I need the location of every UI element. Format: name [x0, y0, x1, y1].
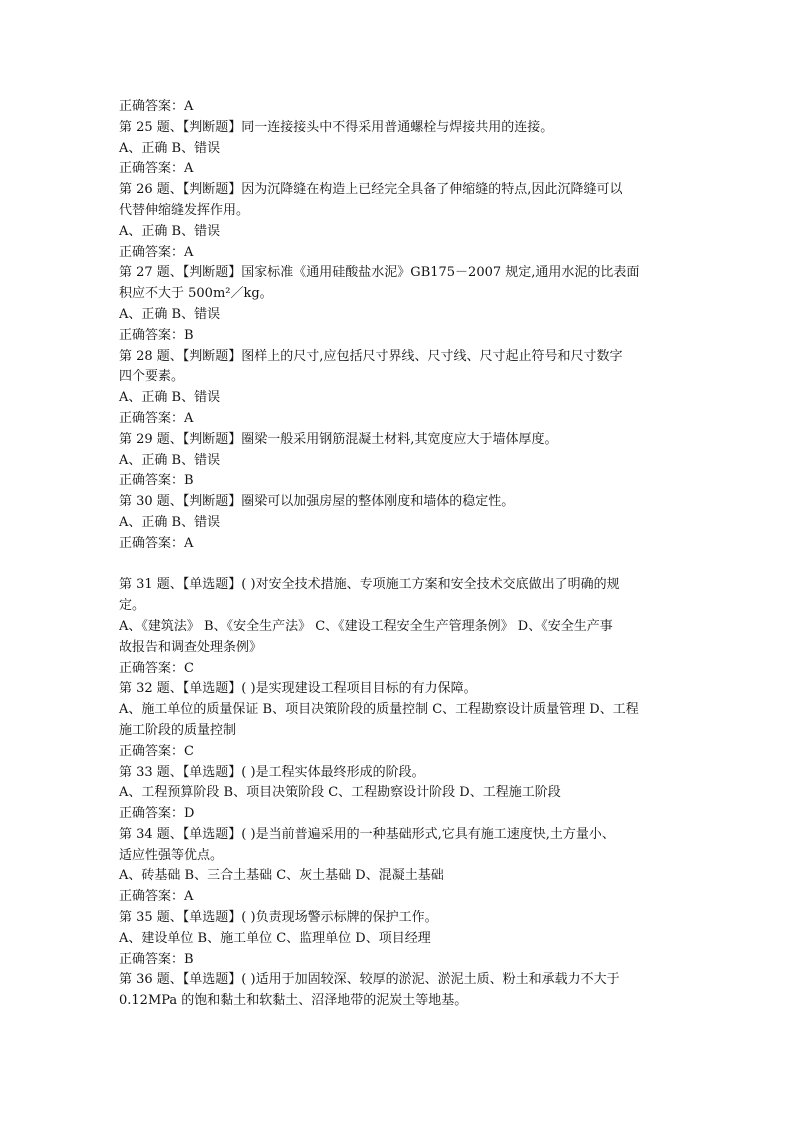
- options-line: A、砖基础 B、三合土基础 C、灰土基础 D、混凝土基础: [119, 868, 444, 884]
- answer-line: 正确答案：C: [119, 743, 194, 759]
- answer-line: 正确答案：A: [119, 889, 194, 905]
- question-29: 第 29 题、【判断题】圈梁一般采用钢筋混凝土材料,其宽度应大于墙体厚度。: [119, 431, 558, 447]
- answer-line: 正确答案：B: [119, 473, 194, 489]
- answer-line: 正确答案：A: [119, 161, 194, 177]
- question-28: 第 28 题、【判断题】图样上的尺寸,应包括尺寸界线、尺寸线、尺寸起止符号和尺寸数字: [119, 348, 623, 364]
- question-36-continued: 0.12MPa 的饱和黏土和软黏土、沼泽地带的泥炭土等地基。: [119, 993, 468, 1009]
- options-line: A、《建筑法》 B、《安全生产法》 C、《建设工程安全生产管理条例》 D、《安全生产事: [119, 618, 613, 634]
- question-34: 第 34 题、【单选题】( )是当前普遍采用的一种基础形式,它具有施工速度快,土方量小、: [119, 826, 615, 842]
- options-line-continued: 施工阶段的质量控制: [119, 722, 237, 738]
- question-31-continued: 定。: [119, 598, 146, 614]
- question-27: 第 27 题、【判断题】国家标准《通用硅酸盐水泥》GB175－2007 规定,通用水泥的比表面: [119, 265, 640, 281]
- answer-line: 正确答案：B: [119, 951, 194, 967]
- options-line-continued: 故报告和调查处理条例》: [119, 639, 263, 655]
- blank-line: [119, 555, 679, 576]
- question-35: 第 35 题、【单选题】( )负责现场警示标牌的保护工作。: [119, 910, 438, 926]
- options-line: A、正确 B、错误: [119, 514, 221, 530]
- options-line: A、建设单位 B、施工单位 C、监理单位 D、项目经理: [119, 930, 431, 946]
- options-line: A、正确 B、错误: [119, 306, 221, 322]
- question-33: 第 33 题、【单选题】( )是工程实体最终形成的阶段。: [119, 764, 425, 780]
- answer-line: 正确答案：A: [119, 535, 194, 551]
- options-line: A、正确 B、错误: [119, 390, 221, 406]
- question-26-continued: 代替伸缩缝发挥作用。: [119, 202, 250, 218]
- options-line: A、正确 B、错误: [119, 223, 221, 239]
- question-28-continued: 四个要素。: [119, 369, 185, 385]
- answer-line: 正确答案：B: [119, 327, 194, 343]
- question-32: 第 32 题、【单选题】( )是实现建设工程项目目标的有力保障。: [119, 681, 477, 697]
- options-line: A、正确 B、错误: [119, 452, 221, 468]
- question-31: 第 31 题、【单选题】( )对安全技术措施、专项施工方案和安全技术交底做出了明确的规: [119, 577, 620, 593]
- options-line: A、工程预算阶段 B、项目决策阶段 C、工程勘察设计阶段 D、工程施工阶段: [119, 785, 561, 801]
- answer-line: 正确答案：C: [119, 660, 194, 676]
- question-26: 第 26 题、【判断题】因为沉降缝在构造上已经完全具备了伸缩缝的特点,因此沉降缝可以: [119, 182, 623, 198]
- options-line: A、正确 B、错误: [119, 140, 221, 156]
- question-36: 第 36 题、【单选题】( )适用于加固较深、较厚的淤泥、淤泥土质、粉土和承载力不大于: [119, 972, 620, 988]
- question-34-continued: 适应性强等优点。: [119, 847, 224, 863]
- options-line: A、施工单位的质量保证 B、项目决策阶段的质量控制 C、工程勘察设计质量管理 D、工程: [119, 702, 639, 718]
- question-25: 第 25 题、【判断题】同一连接接头中不得采用普通螺栓与焊接共用的连接。: [119, 119, 554, 135]
- question-30: 第 30 题、【判断题】圈梁可以加强房屋的整体刚度和墙体的稳定性。: [119, 494, 515, 510]
- answer-line: 正确答案：D: [119, 806, 195, 822]
- answer-line: 正确答案：A: [119, 244, 194, 260]
- answer-line: 正确答案：A: [119, 410, 194, 426]
- document-page: [119, 97, 679, 1012]
- answer-line: 正确答案：A: [119, 99, 194, 114]
- question-27-continued: 积应不大于 500m²／kg。: [119, 286, 273, 302]
